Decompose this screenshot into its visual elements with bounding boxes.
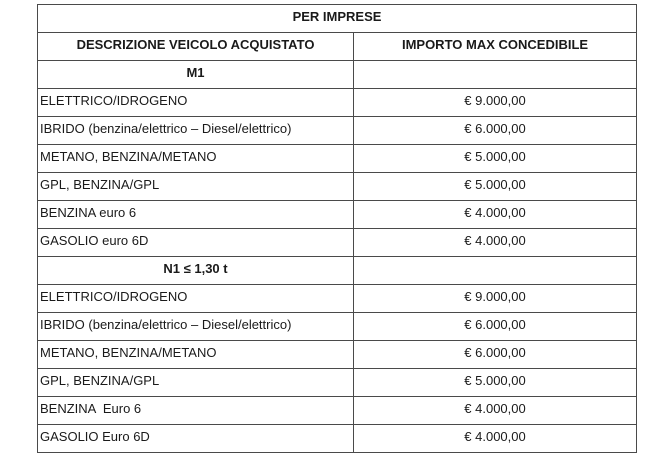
vehicle-description: METANO, BENZINA/METANO xyxy=(38,145,354,173)
table-row xyxy=(38,313,637,341)
table-row xyxy=(38,369,637,397)
max-amount: € 6.000,00 xyxy=(354,117,637,145)
vehicle-description: BENZINA Euro 6 xyxy=(38,397,354,425)
vehicle-description: GASOLIO euro 6D xyxy=(38,229,354,257)
vehicle-description: GPL, BENZINA/GPL xyxy=(38,173,354,201)
table-title: PER IMPRESE xyxy=(38,5,637,33)
table-row xyxy=(38,285,637,313)
column-header-row xyxy=(38,33,637,61)
max-amount: € 4.000,00 xyxy=(354,229,637,257)
max-amount: € 4.000,00 xyxy=(354,397,637,425)
table-row xyxy=(38,173,637,201)
table-row xyxy=(38,201,637,229)
vehicle-description: GASOLIO Euro 6D xyxy=(38,425,354,453)
max-amount: € 6.000,00 xyxy=(354,313,637,341)
table-row xyxy=(38,117,637,145)
max-amount: € 4.000,00 xyxy=(354,425,637,453)
vehicle-description: ELETTRICO/IDROGENO xyxy=(38,285,354,313)
section-header-m1-empty-cell xyxy=(354,61,637,89)
vehicle-description: GPL, BENZINA/GPL xyxy=(38,369,354,397)
vehicle-description: IBRIDO (benzina/elettrico – Diesel/elettrico) xyxy=(38,117,354,145)
section-header-n1-empty-cell xyxy=(354,257,637,285)
max-amount: € 5.000,00 xyxy=(354,173,637,201)
table-row xyxy=(38,425,637,453)
vehicle-description: ELETTRICO/IDROGENO xyxy=(38,89,354,117)
column-header-importo-max: IMPORTO MAX CONCEDIBILE xyxy=(354,33,637,61)
section-header-row-m1 xyxy=(38,61,637,89)
section-header-n1: N1 ≤ 1,30 t xyxy=(38,257,354,285)
table-row xyxy=(38,397,637,425)
max-amount: € 6.000,00 xyxy=(354,341,637,369)
table-title-row xyxy=(38,5,637,33)
incentives-table xyxy=(37,4,637,453)
table-row xyxy=(38,89,637,117)
section-header-m1: M1 xyxy=(38,61,354,89)
table-row xyxy=(38,229,637,257)
max-amount: € 4.000,00 xyxy=(354,201,637,229)
vehicle-description: IBRIDO (benzina/elettrico – Diesel/elettrico) xyxy=(38,313,354,341)
column-header-descrizione-veicolo: DESCRIZIONE VEICOLO ACQUISTATO xyxy=(38,33,354,61)
section-header-row-n1 xyxy=(38,257,637,285)
max-amount: € 9.000,00 xyxy=(354,89,637,117)
max-amount: € 5.000,00 xyxy=(354,369,637,397)
table-row xyxy=(38,341,637,369)
vehicle-description: METANO, BENZINA/METANO xyxy=(38,341,354,369)
vehicle-description: BENZINA euro 6 xyxy=(38,201,354,229)
table-row xyxy=(38,145,637,173)
max-amount: € 9.000,00 xyxy=(354,285,637,313)
max-amount: € 5.000,00 xyxy=(354,145,637,173)
